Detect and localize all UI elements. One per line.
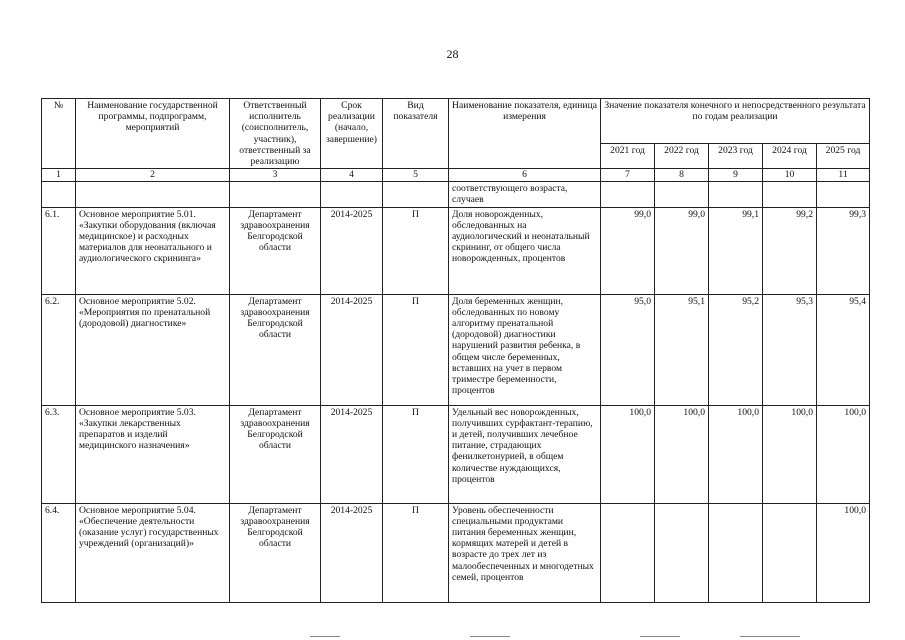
measure-name: Основное мероприятие 5.02. «Мероприятия по пренатальной (дородовой) диагностике» <box>76 294 230 405</box>
indicator-cell: Уровень обеспеченности специальными продуктами питания беременных женщин, кормящих матерей и детей в возрасте до трех лет из малообеспеченных и многодетных семей, процентов <box>449 503 601 602</box>
value-2025: 95,4 <box>817 294 870 405</box>
row-number: 6.3. <box>42 405 76 503</box>
executor-cell: Департамент здравоохранения Белгородской области <box>230 207 321 294</box>
value-2022: 99,0 <box>655 207 709 294</box>
value-2022 <box>655 503 709 602</box>
value-2021 <box>601 503 655 602</box>
term-cell: 2014-2025 <box>321 294 383 405</box>
term-cell: 2014-2025 <box>321 405 383 503</box>
col-number: 6 <box>449 169 601 182</box>
header-term: Срок реализации (начало, завершение) <box>321 99 383 169</box>
table-row <box>42 405 870 503</box>
table-row <box>42 207 870 294</box>
value-2024: 95,3 <box>763 294 817 405</box>
value-2023: 95,2 <box>709 294 763 405</box>
value-2023 <box>709 503 763 602</box>
col-number: 9 <box>709 169 763 182</box>
term-cell: 2014-2025 <box>321 503 383 602</box>
value-2023: 99,1 <box>709 207 763 294</box>
col-number: 1 <box>42 169 76 182</box>
header-name: Наименование государственной программы, подпрограмм, мероприятий <box>76 99 230 169</box>
kind-cell: П <box>383 294 449 405</box>
value-2021: 95,0 <box>601 294 655 405</box>
measure-name: Основное мероприятие 5.01. «Закупки оборудования (включая медицинское) и расходных материалов для неонатального и аудиологического скрининга» <box>76 207 230 294</box>
kind-cell: П <box>383 503 449 602</box>
col-number: 3 <box>230 169 321 182</box>
col-number: 7 <box>601 169 655 182</box>
value-2024 <box>763 503 817 602</box>
col-number: 8 <box>655 169 709 182</box>
value-2025: 100,0 <box>817 405 870 503</box>
value-2023: 100,0 <box>709 405 763 503</box>
scan-mark <box>740 636 800 637</box>
col-number: 2 <box>76 169 230 182</box>
executor-cell: Департамент здравоохранения Белгородской области <box>230 405 321 503</box>
row-number: 6.1. <box>42 207 76 294</box>
table-row <box>42 294 870 405</box>
header-kind: Вид показателя <box>383 99 449 169</box>
header-indicator: Наименование показателя, единица измерения <box>449 99 601 169</box>
value-2024: 99,2 <box>763 207 817 294</box>
executor-cell: Департамент здравоохранения Белгородской области <box>230 294 321 405</box>
header-year: 2024 год <box>763 144 817 169</box>
header-executor: Ответственный исполнитель (соисполнитель, участник), ответственный за реализацию <box>230 99 321 169</box>
indicator-cell: соответствующего возраста, случаев <box>449 182 601 207</box>
header-year: 2023 год <box>709 144 763 169</box>
col-number: 10 <box>763 169 817 182</box>
value-2021: 99,0 <box>601 207 655 294</box>
header-year: 2025 год <box>817 144 870 169</box>
header-num: № <box>42 99 76 169</box>
value-2021: 100,0 <box>601 405 655 503</box>
value-2022: 95,1 <box>655 294 709 405</box>
col-number: 4 <box>321 169 383 182</box>
indicators-table <box>41 98 870 603</box>
indicator-cell: Доля новорожденных, обследованных на аудиологический и неонатальный скрининг, от общего числа новорожденных, процентов <box>449 207 601 294</box>
executor-cell: Департамент здравоохранения Белгородской области <box>230 503 321 602</box>
value-2025: 99,3 <box>817 207 870 294</box>
header-year: 2022 год <box>655 144 709 169</box>
scan-mark <box>640 636 680 637</box>
indicator-cell: Доля беременных женщин, обследованных по новому алгоритму пренатальной (дородовой) диагностики нарушений развития ребенка, в общем числе беременных, вставших на учет в первом триместре беременности, процентов <box>449 294 601 405</box>
scan-mark <box>310 636 340 637</box>
column-number-row <box>42 169 870 182</box>
col-number: 5 <box>383 169 449 182</box>
kind-cell: П <box>383 207 449 294</box>
indicator-cell: Удельный вес новорожденных, получивших сурфактант-терапию, и детей, получивших лечебное питание, страдающих фенилкетонурией, в общем количестве нуждающихся, процентов <box>449 405 601 503</box>
scan-mark <box>470 636 510 637</box>
measure-name: Основное мероприятие 5.03. «Закупки лекарственных препаратов и изделий медицинского назначения» <box>76 405 230 503</box>
header-values-group: Значение показателя конечного и непосредственного результата по годам реализации <box>601 99 870 144</box>
kind-cell: П <box>383 405 449 503</box>
header-year: 2021 год <box>601 144 655 169</box>
value-2025: 100,0 <box>817 503 870 602</box>
value-2022: 100,0 <box>655 405 709 503</box>
term-cell: 2014-2025 <box>321 207 383 294</box>
value-2024: 100,0 <box>763 405 817 503</box>
col-number: 11 <box>817 169 870 182</box>
page-number: 28 <box>446 47 459 61</box>
measure-name: Основное мероприятие 5.04. «Обеспечение деятельности (оказание услуг) государственных учреждений (организаций)» <box>76 503 230 602</box>
row-number: 6.2. <box>42 294 76 405</box>
table-row <box>42 503 870 602</box>
row-number: 6.4. <box>42 503 76 602</box>
table-row-continuation <box>42 182 870 207</box>
